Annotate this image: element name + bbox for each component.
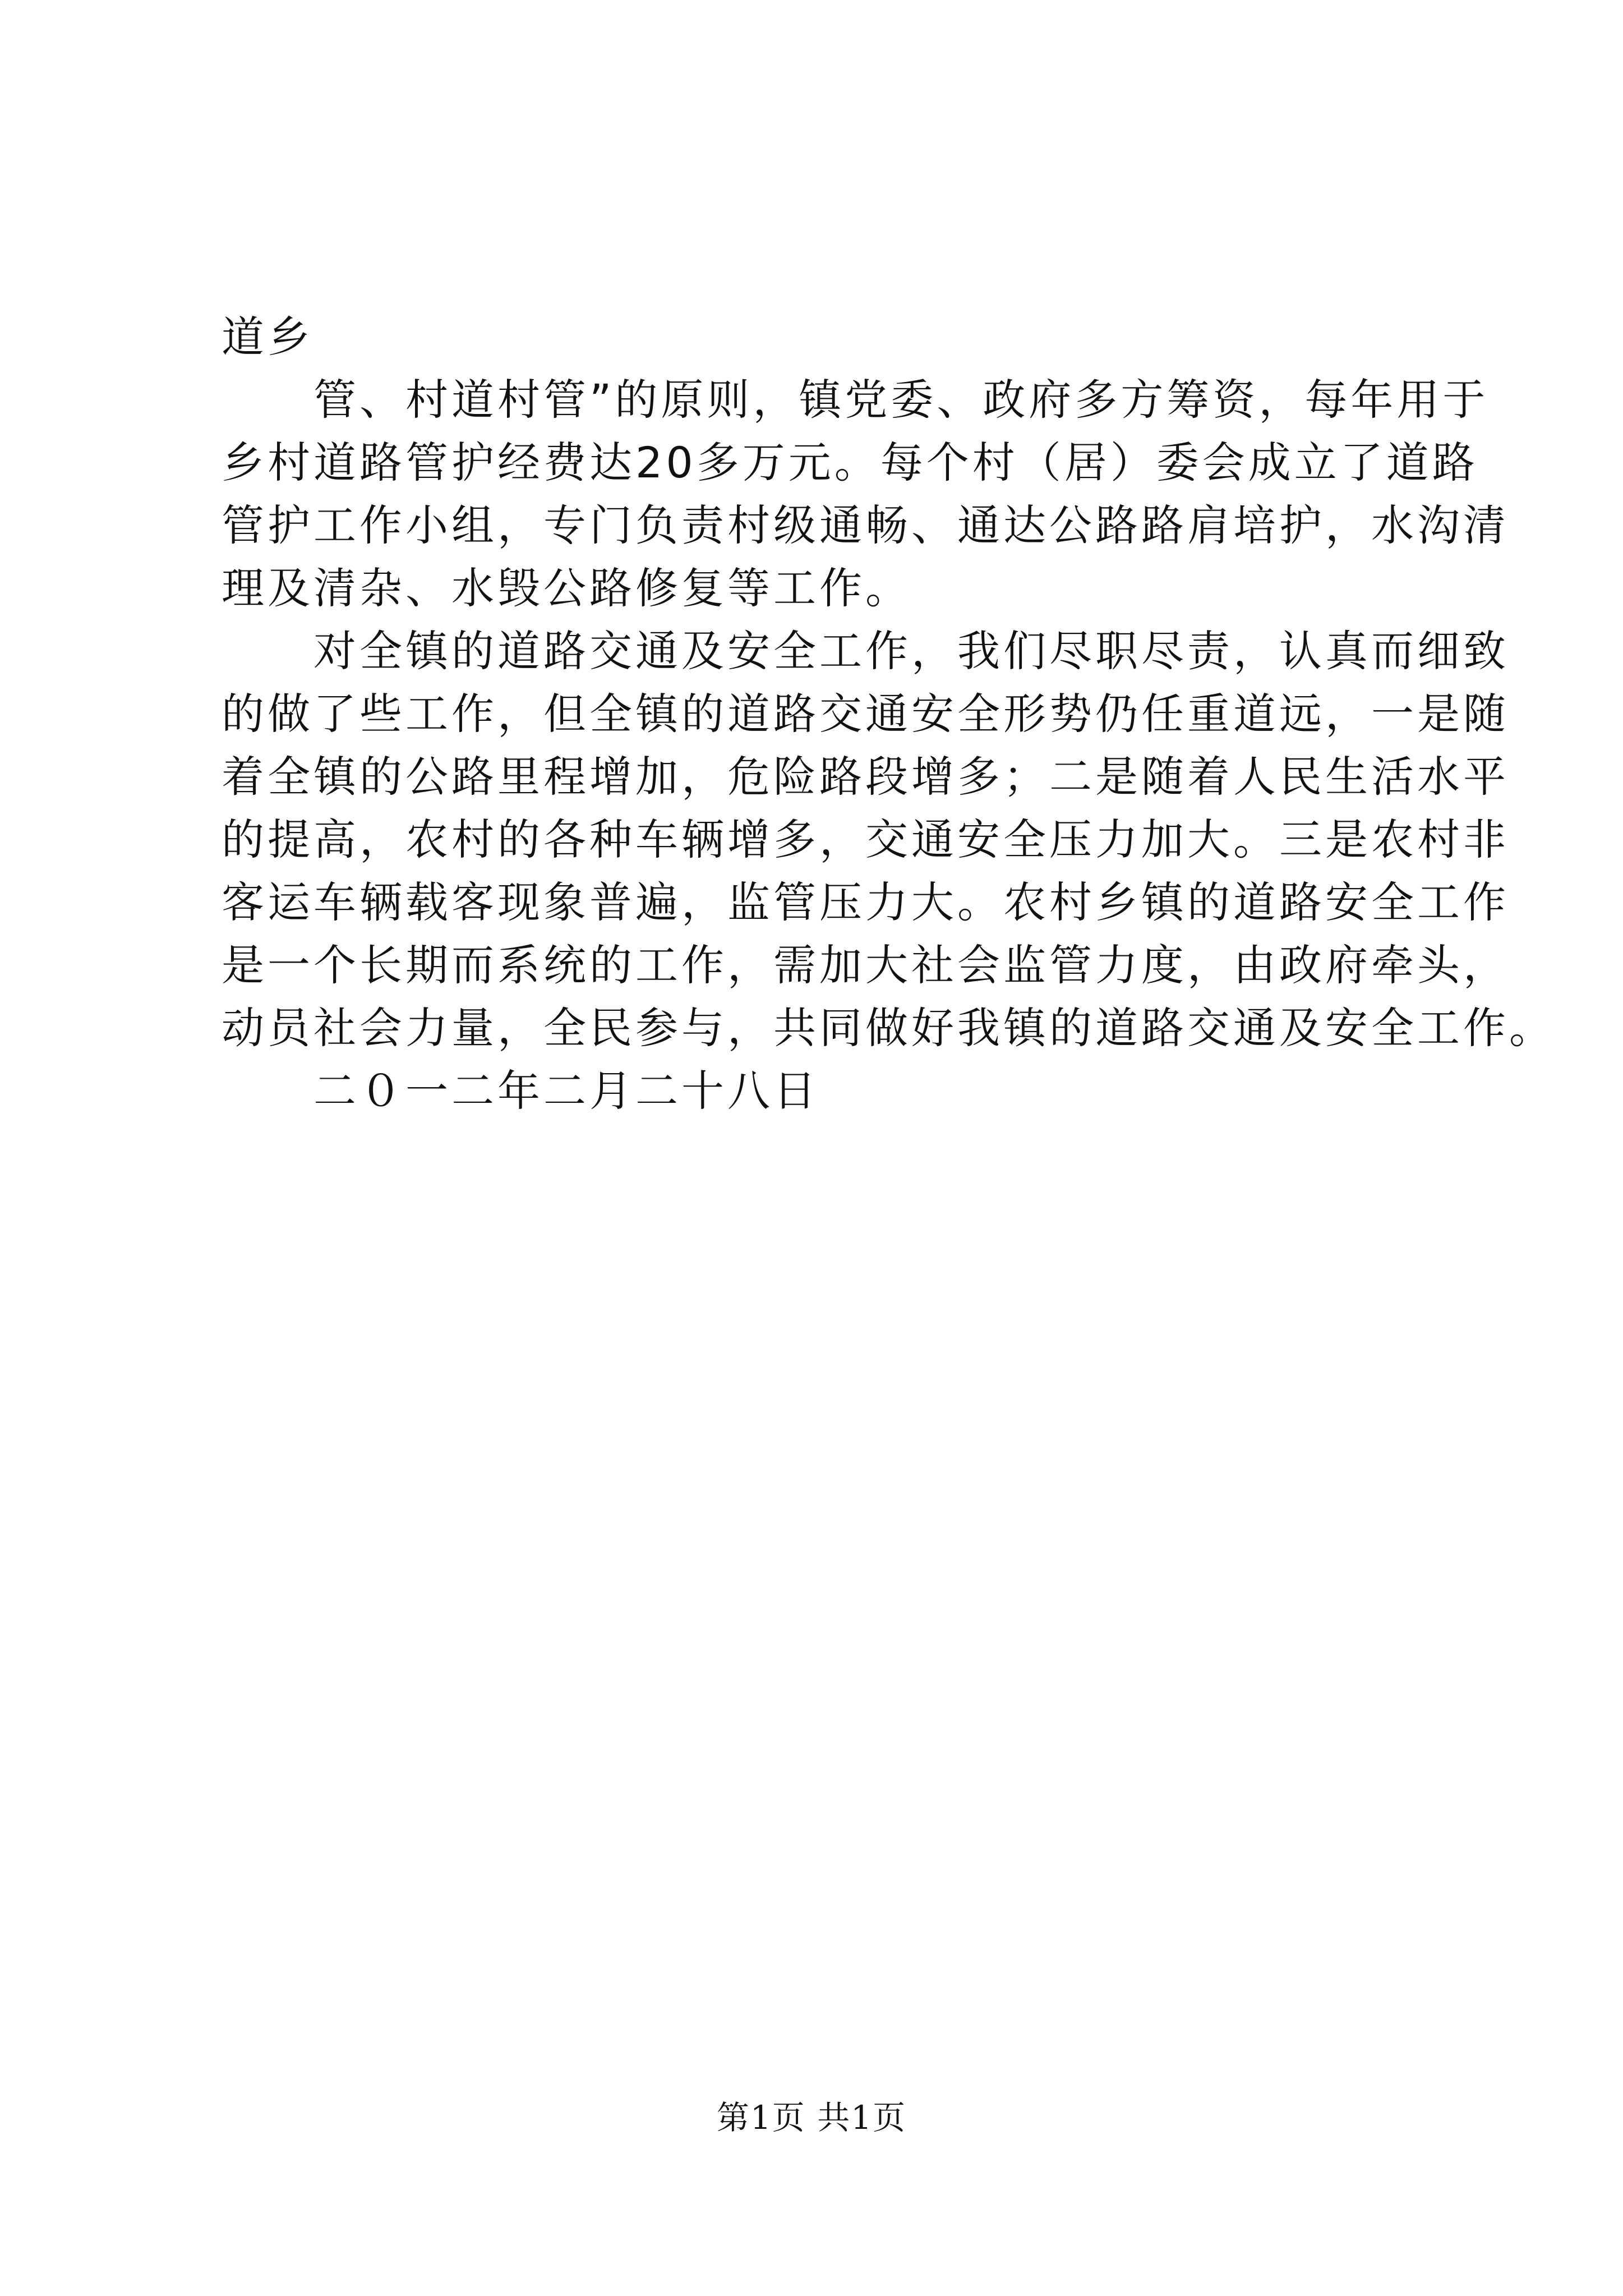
page-number-footer: 第1页 共1页 — [716, 2099, 907, 2137]
text-line: 是一个长期而系统的工作，需加大社会监管力度，由政府牵头， — [222, 940, 1509, 990]
date-line: 二０一二年二月二十八日 — [222, 1066, 819, 1116]
text-line: 的做了些工作，但全镇的道路交通安全形势仍任重道远，一是随 — [222, 689, 1509, 739]
text-line: 着全镇的公路里程增加，危险路段增多；二是随着人民生活水平 — [222, 752, 1509, 802]
document-body — [222, 306, 1555, 1122]
text-line: 管、村道村管”的原则，镇党委、政府多方筹资，每年用于 — [222, 375, 1489, 425]
text-line: 理及清杂、水毁公路修复等工作。 — [222, 563, 911, 613]
text-line: 乡村道路管护经费达20多万元。每个村（居）委会成立了道路 — [222, 438, 1478, 487]
text-line: 对全镇的道路交通及安全工作，我们尽职尽责，认真而细致 — [222, 626, 1509, 676]
text-line: 管护工作小组，专门负责村级通畅、通达公路路肩培护，水沟清 — [222, 500, 1509, 550]
text-line: 动员社会力量，全民参与，共同做好我镇的道路交通及安全工作。 — [222, 1003, 1555, 1053]
text-line: 客运车辆载客现象普遍，监管压力大。农村乡镇的道路安全工作 — [222, 877, 1509, 927]
text-line: 的提高，农村的各种车辆增多，交通安全压力加大。三是农村非 — [222, 815, 1509, 864]
text-line: 道乡 — [222, 312, 313, 362]
